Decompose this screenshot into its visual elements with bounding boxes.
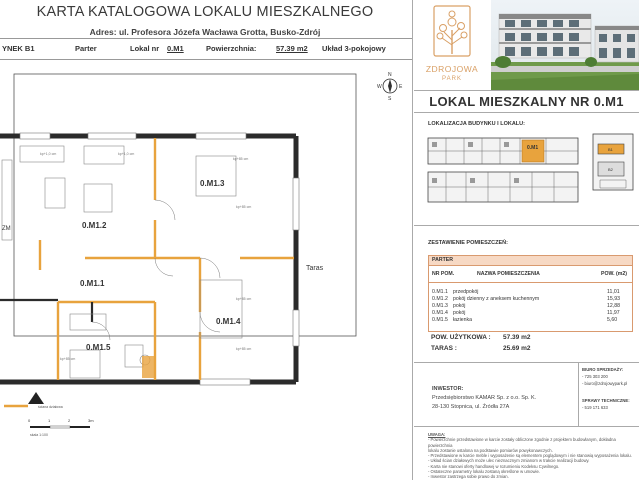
sales-phone[interactable]: - 725 303 200 (582, 374, 608, 379)
page-title: KARTA KATALOGOWA LOKALU MIESZKALNEGO (36, 4, 374, 20)
room-label-r1: 0.M1.1 (80, 279, 105, 288)
legend-label: ściana działowa (38, 405, 63, 409)
room-area: 5,60 (607, 317, 618, 323)
disclaimer-line: - Powierzchnie przedstawione w karcie zostały obliczone zgodnie z projektem budowlanym, dokładna powierzchnia (428, 437, 616, 448)
info-bar (0, 38, 412, 60)
scale-0: 0 (28, 418, 31, 423)
area-label: Powierzchnia: (206, 44, 257, 53)
building-floor-plan-image (426, 132, 584, 206)
terrace-outline (14, 74, 356, 336)
building-label: YNEK B1 (2, 44, 35, 53)
dim-note: kp+1,0 cm (40, 152, 57, 156)
scale-ratio: skala 1:100 (30, 433, 48, 437)
entrance-arrow-icon (28, 392, 44, 404)
investor-label: INWESTOR: (432, 386, 464, 392)
zm-label: ZM (2, 226, 11, 232)
room-name: pokój (453, 303, 466, 309)
site-plan-b1: B1 (608, 147, 613, 152)
sales-label: BIURO SPRZEDAŻY: (582, 367, 624, 372)
site-plan-b2: B2 (608, 167, 613, 172)
dim-note: kp+85 cm (236, 205, 252, 209)
disclaimer (428, 432, 636, 480)
scale-2: 2 (68, 418, 71, 423)
room-name: pokój (453, 310, 466, 316)
location-label: LOKALIZACJA BUDYNKU I LOKALU: (428, 121, 525, 127)
compass-n: N (388, 72, 392, 78)
col-area: POW. (m2) (601, 271, 627, 277)
address-line: Adres: ul. Profesora Józefa Wacława Grotta, Busko-Zdrój (89, 27, 321, 37)
disclaimer-line: - Układ ścian działowych może ulec nieznacznym zmianom w trakcie realizacji budowy. (428, 458, 590, 464)
dim-note: kp+1,0 cm (118, 152, 135, 156)
terrace-area-value: 25.69 m2 (503, 345, 531, 352)
room-area: 15,93 (607, 296, 620, 302)
floor-label: Parter (75, 44, 97, 53)
site-plan-image (590, 130, 636, 194)
rooms-table (428, 255, 633, 332)
tech-label: SPRAWY TECHNICZNE: (582, 398, 630, 403)
dim-note: kp+85 cm (236, 347, 252, 351)
room-name: pokój dzienny z aneksem kuchennym (453, 296, 540, 302)
room-name: łazienka (453, 317, 473, 323)
header-divider (414, 90, 639, 91)
scale-1: 1 (48, 418, 51, 423)
room-nr: 0.M1.5 (432, 317, 448, 323)
title-divider (414, 112, 639, 113)
logo-name: ZDROJOWA (425, 64, 479, 74)
layout-label: Układ 3-pokojowy (322, 44, 386, 53)
area-value: 57.39 m2 (276, 44, 308, 53)
rooms-summary-label: ZESTAWIENIE POMIESZCZEŃ: (428, 240, 508, 246)
usable-area-label: POW. UŻYTKOWA : (431, 334, 491, 341)
location-unit-tag: 0.M1 (527, 145, 539, 151)
floor-plan (0, 60, 412, 480)
disclaimer-line: - Ostateczne parametry lokalu zostaną określone w umowie. (428, 469, 540, 475)
location-divider (414, 225, 639, 226)
compass-s: S (388, 96, 392, 102)
investor-line2: 28-130 Stopnica, ul. Źródła 27A (432, 404, 510, 410)
col-nr: NR POM. (432, 271, 455, 277)
room-area: 11,97 (607, 310, 620, 316)
contact-divider (578, 362, 579, 426)
totals-divider (414, 362, 639, 363)
dim-note: kp+85 cm (236, 297, 252, 301)
building-render-image (491, 0, 639, 90)
room-label-r3: 0.M1.3 (200, 179, 225, 188)
sales-email[interactable]: - biuro@zdrojowypark.pl (582, 381, 628, 386)
disclaimer-label: UWAGA: (428, 432, 446, 437)
lokal-label: Lokal nr (130, 44, 160, 53)
rooms-table-body (428, 283, 633, 332)
room-label-r4: 0.M1.4 (216, 317, 241, 326)
room-nr: 0.M1.2 (432, 296, 448, 302)
disclaimer-line: lokalu zostanie ustalona na podstawie pomiarów powykonawczych. (428, 447, 553, 453)
dim-note: kp+85 cm (233, 157, 249, 161)
room-area: 11,01 (607, 289, 620, 295)
room-nr: 0.M1.1 (432, 289, 448, 295)
tech-phone[interactable]: - 519 171 633 (582, 405, 608, 410)
logo-sub: PARK (442, 76, 462, 82)
disclaimer-line: - Karta nie stanowi oferty handlowej w rozumieniu Kodeksu Cywilnego. (428, 463, 560, 469)
scale-3: 3m (88, 418, 94, 423)
vertical-divider (412, 0, 413, 480)
room-nr: 0.M1.3 (432, 303, 448, 309)
rooms-table-header (428, 266, 633, 283)
floor-plan-drawing (0, 60, 412, 480)
room-label-r2: 0.M1.2 (82, 221, 107, 230)
compass-e: E (399, 84, 403, 90)
room-area: 12,88 (607, 303, 620, 309)
lokal-value: 0.M1 (167, 44, 184, 53)
col-name: NAZWA POMIESZCZENIA (477, 271, 540, 277)
lokal-title: LOKAL MIESZKALNY NR 0.M1 (429, 94, 624, 109)
table-row (429, 317, 634, 325)
rooms-table-floor: PARTER (428, 255, 633, 266)
dim-note: kp+85 cm (60, 357, 76, 361)
terrace-label: Taras (306, 265, 324, 272)
room-label-r5: 0.M1.5 (86, 343, 111, 352)
terrace-area-label: TARAS : (431, 345, 457, 352)
usable-area-value: 57.39 m2 (503, 334, 531, 341)
investor-line1: Przedsiębiorstwo KAMAR Sp. z o.o. Sp. K. (432, 395, 537, 401)
building-render (491, 0, 639, 90)
compass-w: W (377, 84, 382, 90)
building-location-plan (426, 132, 584, 206)
scale-bar (28, 418, 94, 437)
room-name: przedpokój (453, 289, 479, 295)
contact-divider-h (414, 426, 639, 427)
disclaimer-line: - Przedstawione w karcie meble i wyposażenie są elementem poglądowym i nie stanowią wyposażenia lokalu. (428, 453, 632, 459)
room-nr: 0.M1.4 (432, 310, 448, 316)
site-plan (590, 130, 636, 194)
disclaimer-line: - Inwestor zastrzega sobie prawo do zmian. (428, 474, 509, 480)
